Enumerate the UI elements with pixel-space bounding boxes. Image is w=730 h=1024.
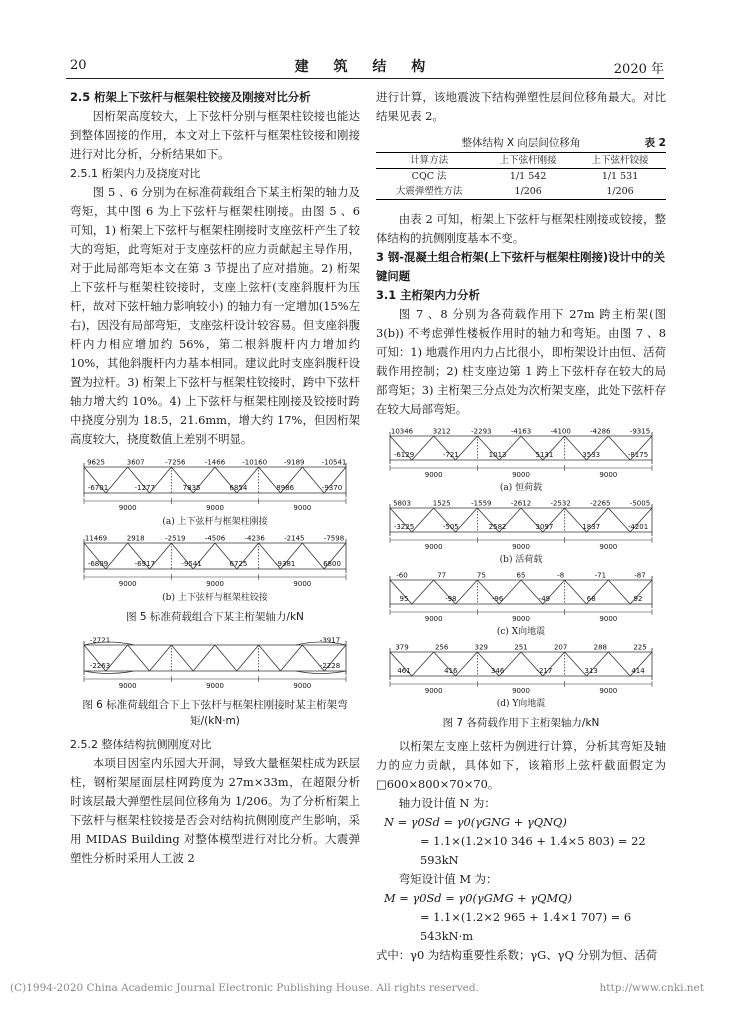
member-force-label: -6809 (87, 560, 109, 568)
table-header-row (376, 153, 666, 169)
moment-title: 弯矩设计值 M 为： (398, 872, 498, 886)
moment-equation-2: = 1.1×(1.2×2 965 + 1.4×1 707) = 6 543kN·m (420, 910, 632, 943)
member-force-label: 225 (633, 643, 647, 652)
figure-5-caption: 图 5 标准荷载组合下某主桁架轴力/kN (126, 611, 304, 623)
member-force-label: 461 (397, 667, 411, 675)
member-force-label: -10160 (242, 458, 268, 467)
figure-6 (70, 631, 360, 693)
dimension-label: 9000 (512, 687, 530, 695)
dimension-label: 9000 (206, 504, 224, 512)
member-force-label: -9381 (275, 560, 296, 568)
member-force-label: -4201 (627, 523, 649, 531)
diagonal-member (259, 645, 281, 671)
calculation-paragraph: 以桁架左支座上弦杆为例进行计算，分析其弯矩及轴力的应力贡献，具体如下，该箱形上弦杆截面假定为□600×800×70×70。 (376, 739, 666, 791)
member-force-label: 2582 (488, 523, 507, 531)
diagonal-member (456, 508, 478, 532)
member-force-label: 6800 (323, 560, 341, 568)
table-2-grid (376, 152, 666, 200)
diagonal-member (171, 645, 193, 671)
member-force-label: -9541 (181, 560, 202, 568)
member-force-label: 68 (586, 595, 596, 603)
diagonal-member (150, 645, 172, 671)
figure-6-caption: 图 6 标准荷载组合下上下弦杆与框架柱刚接时某主桁架弯矩/(kN·m) (82, 699, 348, 727)
dimension-label: 9000 (512, 471, 530, 479)
member-force-label: 95 (399, 595, 409, 603)
member-force-label: 3212 (432, 427, 451, 436)
symbol-definition-paragraph: 式中：γ0 为结构重要性系数；γG、γQ 分别为恒、活荷 (376, 948, 658, 962)
diagonal-member (412, 580, 434, 604)
table-2-title: 整体结构 X 向层间位移角 (461, 137, 581, 149)
member-force-label: 77 (437, 571, 447, 580)
member-force-label: 329 (474, 643, 489, 652)
axial-force-equation-1: N = γ0Sd = γ0(γGNG + γQNQ) (384, 815, 567, 829)
table-cell: 大震弹塑性方法 (376, 184, 482, 200)
diagonal-member (412, 436, 434, 460)
member-force-label: -6701 (87, 484, 109, 492)
figure-7b-caption: (b) 活荷载 (499, 555, 543, 565)
table-2-number: 表 2 (644, 137, 666, 149)
figure-7 (376, 425, 666, 711)
member-force-label: -2519 (165, 534, 186, 543)
figure-7d-caption: (d) Y向地震 (496, 699, 546, 709)
truss-diagram-fig7d (376, 641, 666, 697)
truss-diagram-fig7b (376, 497, 666, 553)
axial-force-equation-2: = 1.1×(1.2×10 346 + 1.4×5 803) = 22 593kN (420, 834, 646, 867)
diagonal-member (608, 652, 630, 676)
member-force-label: 288 (593, 643, 608, 652)
member-force-label: -4286 (590, 427, 611, 436)
member-force-label: 8986 (276, 484, 295, 492)
journal-year: 2020 年 (613, 62, 664, 77)
axial-force-title: 轴力设计值 N 为： (398, 796, 496, 810)
figure-7a-caption: (a) 恒荷载 (499, 483, 543, 493)
member-force-label: 256 (434, 643, 449, 652)
member-force-label: 11469 (84, 534, 108, 543)
diagonal-member (106, 467, 128, 493)
diagonal-member (565, 652, 587, 676)
figure-7-caption: 图 7 各荷载作用下主桁架轴力/kN (442, 717, 600, 729)
diagonal-member (456, 652, 478, 676)
member-force-label: -5005 (629, 499, 651, 508)
table-2 (376, 134, 666, 200)
diagonal-member (106, 543, 128, 569)
dimension-label: 9000 (512, 543, 530, 551)
member-force-label: 1525 (432, 499, 451, 508)
diagonal-member (412, 652, 434, 676)
copyright-text: (C)1994-2020 China Academic Journal Electronic Publishing House. All rights reserved. (10, 982, 479, 994)
section-2-5-paragraph: 因桁架高度较大，上下弦杆分别与框架柱铰接也能达到整体固接的作用，本文对上下弦杆与框架柱铰接和刚接进行对比分析，分析结果如下。 (70, 109, 360, 161)
table-cell: 1/1 542 (509, 171, 547, 182)
dimension-label: 9000 (293, 580, 312, 588)
truss-diagram-fig5b (70, 531, 360, 591)
dimension-label: 9000 (293, 504, 312, 512)
member-force-label: -7256 (165, 458, 186, 467)
continued-paragraph: 进行计算，该地震波下结构弹塑性层间位移角最大。对比结果见表 2。 (376, 90, 666, 123)
member-force-label: 3097 (535, 523, 554, 531)
figure-7c-caption: (c) X向地震 (496, 627, 546, 637)
member-force-label: 7835 (182, 484, 201, 492)
page-number: 20 (70, 58, 87, 73)
member-force-label: -2532 (550, 499, 571, 508)
member-force-label: 416 (444, 667, 458, 675)
member-force-label: -1277 (134, 484, 155, 492)
dimension-label: 9000 (206, 682, 224, 690)
member-force-label: -3225 (393, 523, 415, 531)
member-force-label: 6725 (229, 560, 248, 568)
diagonal-member (565, 580, 587, 604)
table-2-paragraph: 由表 2 可知，桁架上下弦杆与框架柱刚接或铰接，整体结构的抗侧刚度基本不变。 (376, 212, 666, 245)
member-force-label: -3917 (319, 636, 341, 645)
dimension-label: 9000 (424, 471, 443, 479)
member-force-label: -2721 (89, 636, 111, 645)
member-force-label: 6854 (229, 484, 248, 492)
dimension-label: 9000 (206, 580, 224, 588)
diagonal-member (237, 645, 259, 671)
dimension-label: 9000 (424, 687, 443, 695)
member-force-label: -2145 (284, 534, 305, 543)
truss-diagram-fig6 (70, 631, 360, 693)
member-force-label: -87 (634, 571, 646, 580)
member-force-label: -4236 (244, 534, 265, 543)
moment-equation-1: M = γ0Sd = γ0(γGMG + γQMQ) (384, 891, 572, 905)
member-force-label: 3533 (582, 451, 601, 459)
section-3-1-title: 3.1 主桁架内力分析 (376, 288, 480, 302)
dimension-label: 9000 (118, 580, 137, 588)
member-force-label: 414 (631, 667, 645, 675)
member-force-label: -49 (538, 595, 551, 603)
member-force-label: -2612 (510, 499, 532, 508)
member-force-label: 5803 (393, 499, 411, 508)
diagonal-member (302, 543, 324, 569)
member-force-label: 379 (395, 643, 409, 652)
member-force-label: 92 (633, 595, 643, 603)
section-2-5-2-paragraph: 本项目因室内乐园大开洞，导致大量框架柱成为跃层柱，钢桁架屋面层柱网跨度为 27m×33m，在超限分析时该层最大弹塑性层间位移角为 1/206。为了分析桁架上下弦杆与框架柱铰接是否会对结构抗侧刚度产生影响，采用 MIDAS Building 对整体模型进行对比分析。大震弹塑性分析时采用人工波 2 (70, 756, 360, 865)
truss-diagram-fig7a (376, 425, 666, 481)
truss-diagram-fig5a (70, 455, 360, 515)
member-force-label: 75 (476, 571, 486, 580)
dimension-label: 9000 (293, 682, 312, 690)
member-force-label: -98 (445, 595, 457, 603)
member-force-label: -96 (491, 595, 504, 603)
member-force-label: -6129 (393, 451, 415, 459)
member-force-label: -505 (442, 523, 459, 531)
footer-url: http://www.cnki.net (599, 982, 704, 994)
diagonal-member (281, 645, 303, 671)
dimension-label: 9000 (599, 615, 618, 623)
member-force-label: 65 (516, 571, 526, 580)
diagonal-member (456, 436, 478, 460)
member-force-label: -71 (594, 571, 607, 580)
member-force-label: -9370 (321, 484, 343, 492)
table-cell: 1/206 (482, 184, 574, 200)
section-2-5-1-paragraph: 图 5 、6 分别为在标准荷载组合下某主桁架的轴力及弯矩，其中图 6 为上下弦杆与框架柱刚接。由图 5 、6 可知，1) 桁架上下弦杆与框架柱刚接时支座弦杆产生了较大的弯矩，此弯矩对于支座弦杆的应力贡献起主导作用，对于此局部弯矩本文在第 3 节提出了应对措施。2) 桁架上下弦杆与框架柱铰接时，支座上弦杆(支座斜腹杆为压杆，故对下弦杆轴力影响较小) 的轴力有一定增加(15%左右)，因没有局部弯矩，支座弦杆设计较容易。但支座斜腹杆内力相应增加约 56%，第二根斜腹杆内力增加约 10%，其他斜腹杆内力基本相同。建议此时支座斜腹杆设置为拉杆。3) 桁架上下弦杆与框架柱铰接时，跨中下弦杆轴力增大约 10%。4) 上下弦杆与框架柱刚接及铰接时跨中挠度分别为 18.5，21.6mm，增大约 17%，但因桁架高度较大，挠度数值上差别不明显。 (70, 185, 360, 446)
member-force-label: 2918 (126, 534, 145, 543)
member-force-label: -7598 (323, 534, 345, 543)
diagonal-member (456, 580, 478, 604)
dimension-label: 9000 (599, 543, 618, 551)
member-force-label: -4163 (510, 427, 532, 436)
section-2-5-2-title: 2.5.2 整体结构抗侧刚度对比 (70, 738, 212, 751)
member-force-label: -8 (557, 571, 565, 580)
member-force-label: 1837 (582, 523, 601, 531)
table-row (376, 169, 666, 185)
member-force-label: -4506 (204, 534, 226, 543)
member-force-label: -1559 (471, 499, 492, 508)
table-cell: CQC 法 (411, 171, 447, 182)
table-header-cell: 上下弦杆铰接 (574, 153, 666, 169)
member-force-label: -1466 (204, 458, 226, 467)
member-force-label: 3607 (126, 458, 145, 467)
diagonal-member (215, 645, 237, 671)
table-cell: 1/1 531 (601, 171, 639, 182)
truss-diagram-fig7c (376, 569, 666, 625)
member-force-label: -6917 (134, 560, 155, 568)
journal-title: 建 筑 结 构 (294, 59, 436, 75)
figure-5b-caption: (b) 上下弦杆与框架柱铰接 (162, 593, 268, 603)
member-force-label: 1013 (488, 451, 507, 459)
member-force-label: -10541 (321, 458, 347, 467)
member-force-label: 346 (490, 667, 505, 675)
member-force-label: -9315 (629, 427, 651, 436)
right-column (376, 88, 666, 965)
left-column (70, 88, 360, 868)
member-force-label: 5131 (535, 451, 554, 459)
member-force-label: 251 (514, 643, 528, 652)
diagonal-member (128, 645, 150, 671)
table-cell: 1/206 (574, 184, 666, 200)
diagonal-member (193, 645, 215, 671)
dimension-label: 9000 (118, 504, 137, 512)
figure-5a-caption: (a) 上下弦杆与框架柱刚接 (162, 517, 268, 527)
header-rule (66, 78, 664, 79)
member-force-label: -9189 (284, 458, 305, 467)
member-force-label: -8175 (627, 451, 649, 459)
member-force-label: 9625 (87, 458, 105, 467)
diagonal-member (412, 508, 434, 532)
table-header-cell: 上下弦杆刚接 (482, 153, 574, 169)
dimension-label: 9000 (424, 615, 443, 623)
section-2-5-title: 2.5 桁架上下弦杆与框架柱铰接及刚接对比分析 (70, 90, 311, 104)
member-force-label: -2228 (319, 662, 341, 670)
section-3-1-paragraph: 图 7 、8 分别为各荷载作用下 27m 跨主桁架(图 3(b)) 不考虑弹性楼板作用时的轴力和弯矩。由图 7 、8 可知：1) 地震作用内力占比很小，即桁架设计由恒、活荷载作用控制；2) 柱支座边第 1 跨上下弦杆存在较大的局部弯矩；3) 主桁架三分点处为次桁架支座，此处下弦杆存在较大局部弯矩。 (376, 307, 666, 416)
member-force-label: -2265 (590, 499, 611, 508)
dimension-label: 9000 (599, 687, 618, 695)
diagonal-member (608, 580, 630, 604)
section-2-5-1-title: 2.5.1 桁架内力及挠度对比 (70, 167, 201, 180)
member-force-label: -60 (396, 571, 408, 580)
dimension-label: 9000 (512, 615, 530, 623)
member-force-label: -2263 (89, 662, 111, 670)
table-header-cell: 计算方法 (376, 153, 482, 169)
dimension-label: 9000 (118, 682, 137, 690)
table-row (376, 184, 666, 200)
member-force-label: -4100 (550, 427, 571, 436)
table-2-title-row (376, 134, 666, 150)
figure-5 (70, 455, 360, 605)
member-force-label: 313 (584, 667, 598, 675)
dimension-label: 9000 (424, 543, 443, 551)
member-force-label: -2293 (471, 427, 492, 436)
member-force-label: 10346 (390, 427, 414, 436)
page-header (66, 56, 664, 78)
section-3-title: 3 钢-混凝土组合桁架(上下弦杆与框架柱刚接)设计中的关键问题 (376, 250, 666, 283)
dimension-label: 9000 (599, 471, 618, 479)
member-force-label: -217 (536, 667, 553, 675)
member-force-label: 207 (553, 643, 568, 652)
member-force-label: -721 (442, 451, 459, 459)
